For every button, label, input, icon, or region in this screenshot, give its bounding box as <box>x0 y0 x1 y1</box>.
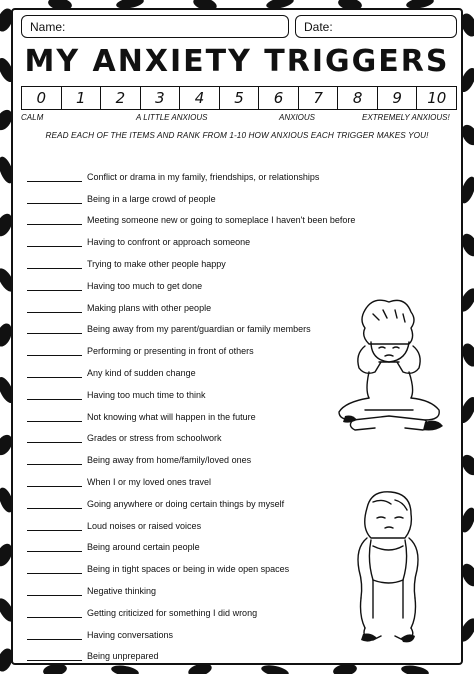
rating-blank[interactable] <box>27 433 82 443</box>
rating-blank[interactable] <box>27 412 82 422</box>
scale-label-anxious: ANXIOUS <box>279 113 316 122</box>
trigger-text: Any kind of sudden change <box>87 367 196 378</box>
scale-number: 7 <box>299 87 339 109</box>
anxiety-scale <box>21 86 457 110</box>
trigger-text: Getting criticized for something I did wrong <box>87 607 258 618</box>
sad-boy-illustration <box>325 298 453 438</box>
rating-blank[interactable] <box>27 477 82 487</box>
trigger-text: Meeting someone new or going to someplace I haven't been before <box>87 215 356 226</box>
rating-blank[interactable] <box>27 521 82 531</box>
scale-number: 9 <box>378 87 418 109</box>
name-field[interactable] <box>21 15 289 38</box>
rating-blank[interactable] <box>27 172 82 182</box>
scale-number: 8 <box>338 87 378 109</box>
scale-number: 2 <box>101 87 141 109</box>
rating-blank[interactable] <box>27 346 82 356</box>
trigger-text: Being unprepared <box>87 651 159 662</box>
scale-number: 6 <box>259 87 299 109</box>
rating-blank[interactable] <box>27 237 82 247</box>
scale-label-little: A LITTLE ANXIOUS <box>136 113 208 122</box>
trigger-text: Having conversations <box>87 629 174 640</box>
trigger-text: Trying to make other people happy <box>87 258 226 269</box>
rating-blank[interactable] <box>27 542 82 552</box>
trigger-text: Being away from my parent/guardian or family members <box>87 324 311 335</box>
date-label: Date: <box>304 20 333 34</box>
list-item <box>27 225 447 247</box>
scale-number: 10 <box>427 89 447 107</box>
rating-blank[interactable] <box>27 215 82 225</box>
rating-blank[interactable] <box>27 499 82 509</box>
list-item <box>27 247 447 269</box>
list-item <box>27 269 447 291</box>
trigger-text: Being in tight spaces or being in wide open spaces <box>87 564 290 575</box>
scale-labels <box>21 113 457 125</box>
list-item <box>27 465 447 487</box>
scale-number: 5 <box>220 87 260 109</box>
scale-number: 0 <box>22 87 62 109</box>
trigger-text: Performing or presenting in front of others <box>87 346 254 357</box>
scale-number: 3 <box>141 87 181 109</box>
trigger-text: Loud noises or raised voices <box>87 520 202 531</box>
rating-blank[interactable] <box>27 368 82 378</box>
scale-label-calm: CALM <box>21 113 44 122</box>
scale-number: 4 <box>180 87 220 109</box>
trigger-text: Conflict or drama in my family, friendships, or relationships <box>87 171 320 182</box>
scale-number: 1 <box>62 87 102 109</box>
trigger-text: Being in a large crowd of people <box>87 193 216 204</box>
rating-blank[interactable] <box>27 303 82 313</box>
trigger-text: Negative thinking <box>87 585 157 596</box>
rating-blank[interactable] <box>27 455 82 465</box>
trigger-text: Having too much to get done <box>87 280 203 291</box>
trigger-text: Having too much time to think <box>87 389 206 400</box>
name-label: Name: <box>30 20 66 34</box>
list-item <box>27 182 447 204</box>
list-item <box>27 443 447 465</box>
trigger-text: Not knowing what will happen in the future <box>87 411 256 422</box>
worksheet-page <box>11 8 463 665</box>
scale-label-extreme: EXTREMELY ANXIOUS! <box>362 113 450 122</box>
trigger-text: Having to confront or approach someone <box>87 237 251 248</box>
rating-blank[interactable] <box>27 630 82 640</box>
rating-blank[interactable] <box>27 259 82 269</box>
trigger-text: Going anywhere or doing certain things by myself <box>87 498 285 509</box>
rating-blank[interactable] <box>27 281 82 291</box>
rating-blank[interactable] <box>27 651 82 661</box>
rating-blank[interactable] <box>27 390 82 400</box>
list-item <box>27 204 447 226</box>
rating-blank[interactable] <box>27 586 82 596</box>
trigger-text: When I or my loved ones travel <box>87 476 212 487</box>
date-field[interactable] <box>295 15 457 38</box>
rating-blank[interactable] <box>27 324 82 334</box>
rating-blank[interactable] <box>27 608 82 618</box>
rating-blank[interactable] <box>27 194 82 204</box>
trigger-text: Being around certain people <box>87 542 200 553</box>
rating-blank[interactable] <box>27 564 82 574</box>
sad-girl-illustration <box>337 488 437 648</box>
trigger-text: Being away from home/family/loved ones <box>87 455 252 466</box>
trigger-text: Making plans with other people <box>87 302 212 313</box>
trigger-text: Grades or stress from schoolwork <box>87 433 222 444</box>
page-title: MY ANXIETY TRIGGERS <box>24 44 450 79</box>
list-item <box>27 160 447 182</box>
instructions: READ EACH OF THE ITEMS AND RANK FROM 1-10 HOW ANXIOUS EACH TRIGGER MAKES YOU! <box>45 131 429 140</box>
